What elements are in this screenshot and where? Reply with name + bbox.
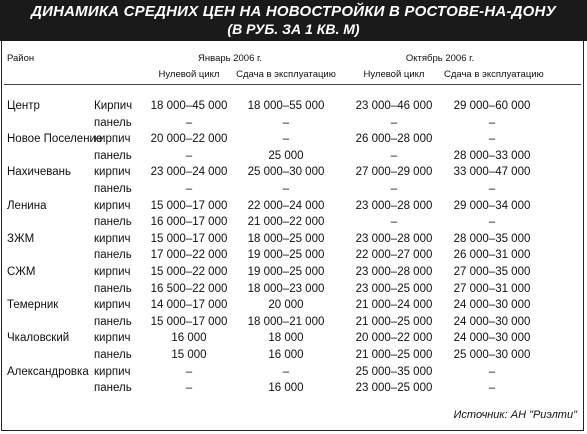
row-price-cell: 18 000–45 000 xyxy=(150,100,228,112)
header-zero-cycle-1: Нулевой цикл xyxy=(158,69,220,80)
row-material: панель xyxy=(94,149,132,162)
row-district: Александровка xyxy=(7,365,89,378)
row-price-cell: 27 000–29 000 xyxy=(355,166,433,179)
row-price-cell: 22 000–27 000 xyxy=(355,249,433,262)
row-material: кирпич xyxy=(94,232,131,245)
row-price-cell: – xyxy=(282,365,290,378)
row-price-cell: 16 000–17 000 xyxy=(150,216,228,229)
row-price-cell: 24 000–30 000 xyxy=(453,315,531,328)
row-price-cell: 33 000–47 000 xyxy=(453,166,531,179)
row-material: кирпич xyxy=(94,133,131,146)
row-material: панель xyxy=(94,349,132,361)
title-bar xyxy=(0,0,587,41)
row-price-cell: 23 000–25 000 xyxy=(355,382,433,395)
header-zero-cycle-2: Нулевой цикл xyxy=(363,69,425,80)
row-price-cell: – xyxy=(488,382,496,395)
row-district: Ленина xyxy=(7,199,47,212)
row-price-cell: 23 000–24 000 xyxy=(150,166,228,179)
row-price-cell: 20 000–22 000 xyxy=(150,133,228,146)
row-price-cell: 24 000–30 000 xyxy=(453,299,531,312)
row-price-cell: 18 000–55 000 xyxy=(247,100,325,112)
row-price-cell: 19 000–25 000 xyxy=(247,266,325,278)
row-price-cell: 19 000–25 000 xyxy=(247,249,325,262)
row-price-cell: 25 000 xyxy=(268,149,304,162)
source-note: Источник: АН "Риэлти" xyxy=(453,409,577,421)
row-price-cell: 16 000 xyxy=(171,332,207,345)
row-price-cell: 25 000–30 000 xyxy=(247,166,325,179)
row-material: панель xyxy=(94,382,132,395)
row-price-cell: 26 000–28 000 xyxy=(355,133,433,146)
row-price-cell: 29 000–60 000 xyxy=(453,100,531,112)
row-price-cell: – xyxy=(185,365,193,378)
row-material: панель xyxy=(94,183,132,195)
row-district: Темерник xyxy=(7,299,59,312)
row-price-cell: 21 000–25 000 xyxy=(355,349,433,361)
title-line-1: ДИНАМИКА СРЕДНИХ ЦЕН НА НОВОСТРОЙКИ В РОСТОВЕ-НА-ДОНУ xyxy=(31,3,556,20)
row-price-cell: 18 000 xyxy=(268,332,304,345)
row-price-cell: 28 000–33 000 xyxy=(453,149,531,162)
row-price-cell: – xyxy=(390,116,398,129)
row-price-cell: – xyxy=(282,183,290,195)
row-material: Кирпич xyxy=(94,100,133,112)
header-period-january: Январь 2006 г. xyxy=(198,53,262,64)
row-price-cell: 25 000–35 000 xyxy=(355,365,433,378)
header-district: Район xyxy=(7,53,35,64)
row-price-cell: 23 000–46 000 xyxy=(355,100,433,112)
row-price-cell: 23 000–25 000 xyxy=(355,282,433,295)
row-price-cell: – xyxy=(488,133,496,146)
row-price-cell: 15 000–17 000 xyxy=(150,232,228,245)
row-price-cell: – xyxy=(185,183,193,195)
row-price-cell: 21 000–22 000 xyxy=(247,216,325,229)
row-price-cell: – xyxy=(390,183,398,195)
row-material: панель xyxy=(94,315,132,328)
row-district: Чкаловский xyxy=(7,332,70,345)
row-price-cell: 20 000–22 000 xyxy=(355,332,433,345)
row-price-cell: 22 000–24 000 xyxy=(247,199,325,212)
row-price-cell: 18 000–21 000 xyxy=(247,315,325,328)
header-period-october: Октябрь 2006 г. xyxy=(405,53,475,64)
row-district: Новое Поселение xyxy=(7,133,103,146)
row-price-cell: 27 000–35 000 xyxy=(453,266,531,278)
row-price-cell: – xyxy=(282,116,290,129)
row-price-cell: – xyxy=(488,183,496,195)
row-material: панель xyxy=(94,216,132,229)
row-material: кирпич xyxy=(94,332,131,345)
row-price-cell: 14 000–17 000 xyxy=(150,299,228,312)
header-commissioning-1: Сдача в эксплуатацию xyxy=(236,69,336,80)
row-material: панель xyxy=(94,116,132,129)
header-commissioning-2: Сдача в эксплуатацию xyxy=(444,69,544,80)
row-price-cell: – xyxy=(488,365,496,378)
row-price-cell: – xyxy=(390,149,398,162)
row-price-cell: 16 000 xyxy=(268,349,304,361)
row-price-cell: 29 000–34 000 xyxy=(453,199,531,212)
row-price-cell: 23 000–28 000 xyxy=(355,266,433,278)
row-price-cell: – xyxy=(185,116,193,129)
title-line-2: (В РУБ. ЗА 1 КВ. М) xyxy=(227,21,360,37)
row-price-cell: 23 000–28 000 xyxy=(355,199,433,212)
row-district: ЗЖМ xyxy=(7,232,35,245)
row-district: СЖМ xyxy=(7,266,36,278)
row-price-cell: 15 000–22 000 xyxy=(150,266,228,278)
row-price-cell: – xyxy=(185,149,193,162)
row-price-cell: – xyxy=(282,133,290,146)
row-material: кирпич xyxy=(94,299,131,312)
row-price-cell: – xyxy=(185,382,193,395)
row-material: кирпич xyxy=(94,199,131,212)
row-price-cell: 16 500–22 000 xyxy=(150,282,228,295)
row-material: кирпич xyxy=(94,266,131,278)
row-material: панель xyxy=(94,282,132,295)
row-price-cell: 18 000–23 000 xyxy=(247,282,325,295)
row-price-cell: – xyxy=(390,216,398,229)
row-price-cell: 15 000 xyxy=(171,349,207,361)
row-price-cell: 21 000–25 000 xyxy=(355,315,433,328)
row-price-cell: – xyxy=(488,216,496,229)
row-price-cell: 15 000–17 000 xyxy=(150,315,228,328)
row-price-cell: 21 000–24 000 xyxy=(355,299,433,312)
row-price-cell: 16 000 xyxy=(268,382,304,395)
row-price-cell: 28 000–35 000 xyxy=(453,232,531,245)
row-price-cell: 20 000 xyxy=(268,299,304,312)
header-divider xyxy=(4,84,581,85)
row-price-cell: 24 000–30 000 xyxy=(453,332,531,345)
row-price-cell: 17 000–22 000 xyxy=(150,249,228,262)
row-price-cell: 18 000–25 000 xyxy=(247,232,325,245)
row-price-cell: 27 000–31 000 xyxy=(453,282,531,295)
row-material: панель xyxy=(94,249,132,262)
row-district: Нахичевань xyxy=(7,166,71,179)
row-price-cell: – xyxy=(488,116,496,129)
row-price-cell: 26 000–31 000 xyxy=(453,249,531,262)
row-price-cell: 23 000–28 000 xyxy=(355,232,433,245)
row-price-cell: 15 000–17 000 xyxy=(150,199,228,212)
row-district: Центр xyxy=(7,100,40,112)
row-material: кирпич xyxy=(94,166,131,179)
row-material: кирпич xyxy=(94,365,131,378)
row-price-cell: 25 000–30 000 xyxy=(453,349,531,361)
